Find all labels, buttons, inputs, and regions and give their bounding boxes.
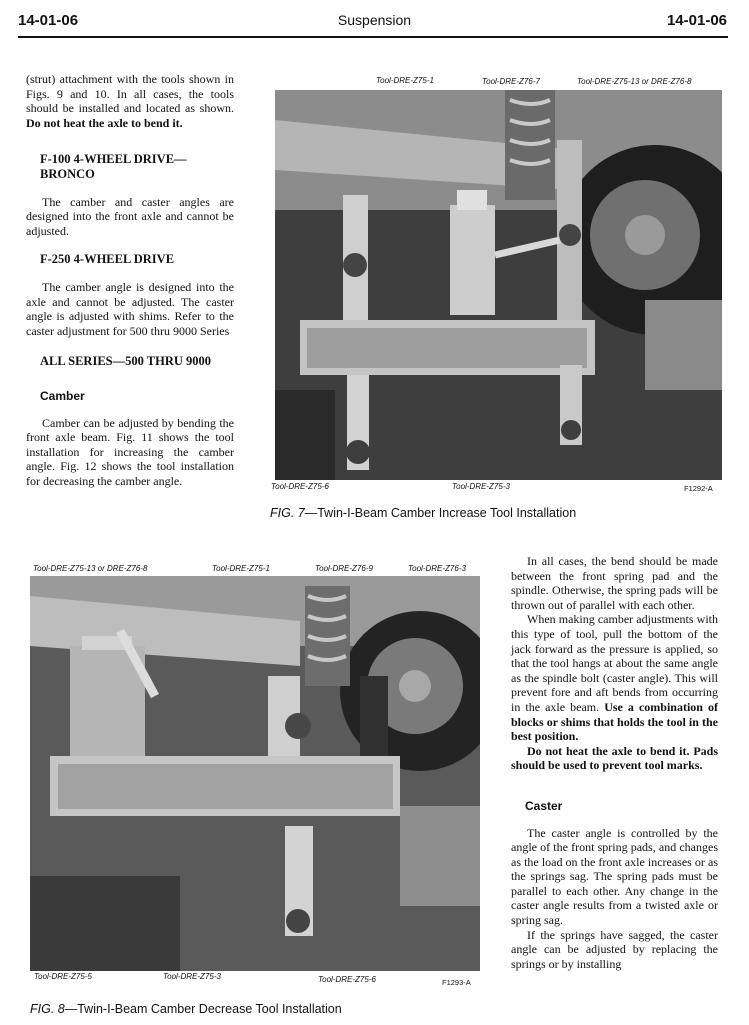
page-number-right: 14-01-06 (666, 12, 727, 29)
paragraph-heat-warning: Do not heat the axle to bend it. Pads should be used to prevent tool marks. (511, 743, 718, 773)
fig8-label-z75-5: Tool-DRE-Z75-5 (34, 972, 92, 981)
fig8-label-z76-9: Tool-DRE-Z76-9 (315, 564, 373, 573)
fig8-caption: FIG. 8—Twin-I-Beam Camber Decrease Tool Installation (30, 1002, 342, 1016)
fig8-label-z76-3: Tool-DRE-Z76-3 (408, 564, 466, 573)
paragraph-strut: (strut) attachment with the tools shown in Figs. 9 and 10. In all cases, the tools should be installed and located as shown. Do not heat the axle to bend it. (26, 72, 234, 130)
paragraph-camber: Camber can be adjusted by bending the front axle beam. Fig. 11 shows the tool installation for increasing the camber angle. Fig. 12 shows the tool installation for decreasing the camber angle. (26, 415, 234, 488)
fig7-caption: FIG. 7—Twin-I-Beam Camber Increase Tool Installation (270, 506, 577, 520)
paragraph-f250: The camber angle is designed into the axle and cannot be adjusted. The caster angle is adjusted with shims. Refer to the caster adjustment for 500 thru 9000 Series (26, 279, 234, 338)
header-rule (18, 36, 728, 38)
fig7-reference-number: F1292-A (684, 484, 713, 493)
paragraph-spring-sag: If the springs have sagged, the caster angle can be adjusted by replacing the springs or by installing (511, 927, 718, 971)
heading-f100: F-100 4-WHEEL DRIVE—BRONCO (40, 152, 187, 181)
fig8-label-z75-6: Tool-DRE-Z75-6 (318, 975, 376, 984)
heading-f250: F-250 4-WHEEL DRIVE (40, 252, 175, 267)
fig7-label-z75-1: Tool-DRE-Z75-1 (376, 76, 434, 85)
paragraph-caster: The caster angle is controlled by the angle of the front spring pads, and changes as the load on the front axle increases or as the springs sag. The spring pads must be parallel to each other. Any change in the caster angle results from a twisted axle or spring sag. (511, 825, 718, 928)
page-number-left: 14-01-06 (18, 12, 79, 29)
fig8-photo-illustration (30, 576, 480, 971)
fig8-reference-number: F1293-A (442, 978, 471, 987)
right-text-column (511, 554, 718, 971)
fig7-label-z75-6: Tool-DRE-Z75-6 (271, 482, 329, 491)
section-title: Suspension (337, 12, 412, 28)
fig8-label-z75-3: Tool-DRE-Z75-3 (163, 972, 221, 981)
fig7-photo-illustration (275, 90, 722, 480)
fig8-label-z75-1: Tool-DRE-Z75-1 (212, 564, 270, 573)
heading-caster: Caster (525, 798, 563, 813)
fig8-photo (30, 576, 480, 971)
paragraph-f100: The camber and caster angles are designed into the front axle and cannot be adjusted. (26, 194, 234, 238)
fig7-label-z75-3: Tool-DRE-Z75-3 (452, 482, 510, 491)
left-text-column (26, 72, 234, 488)
fig8-label-z75-13: Tool-DRE-Z75-13 or DRE-Z76-8 (33, 564, 148, 573)
heading-camber: Camber (40, 388, 85, 403)
fig7-label-z76-7: Tool-DRE-Z76-7 (482, 77, 540, 86)
paragraph-camber-adjustment: When making camber adjustments with this type of tool, pull the bottom of the jack forward as the pressure is applied, so that the tool hangs at about the same angle as the spindle bolt (caster angle). This will prevent fore and aft bends from occurring in the axle beam. Use a combination of blocks or shims that holds the tool in the best position. (511, 612, 719, 744)
heading-all-series: ALL SERIES—500 THRU 9000 (40, 354, 211, 369)
fig7-photo (275, 90, 722, 480)
fig7-label-z75-13: Tool-DRE-Z75-13 or DRE-Z76-8 (577, 77, 692, 86)
paragraph-bend-location: In all cases, the bend should be made between the front spring pad and the spindle. Otherwise, the spring pads will be thrown out of parallel with each other. (511, 554, 718, 612)
